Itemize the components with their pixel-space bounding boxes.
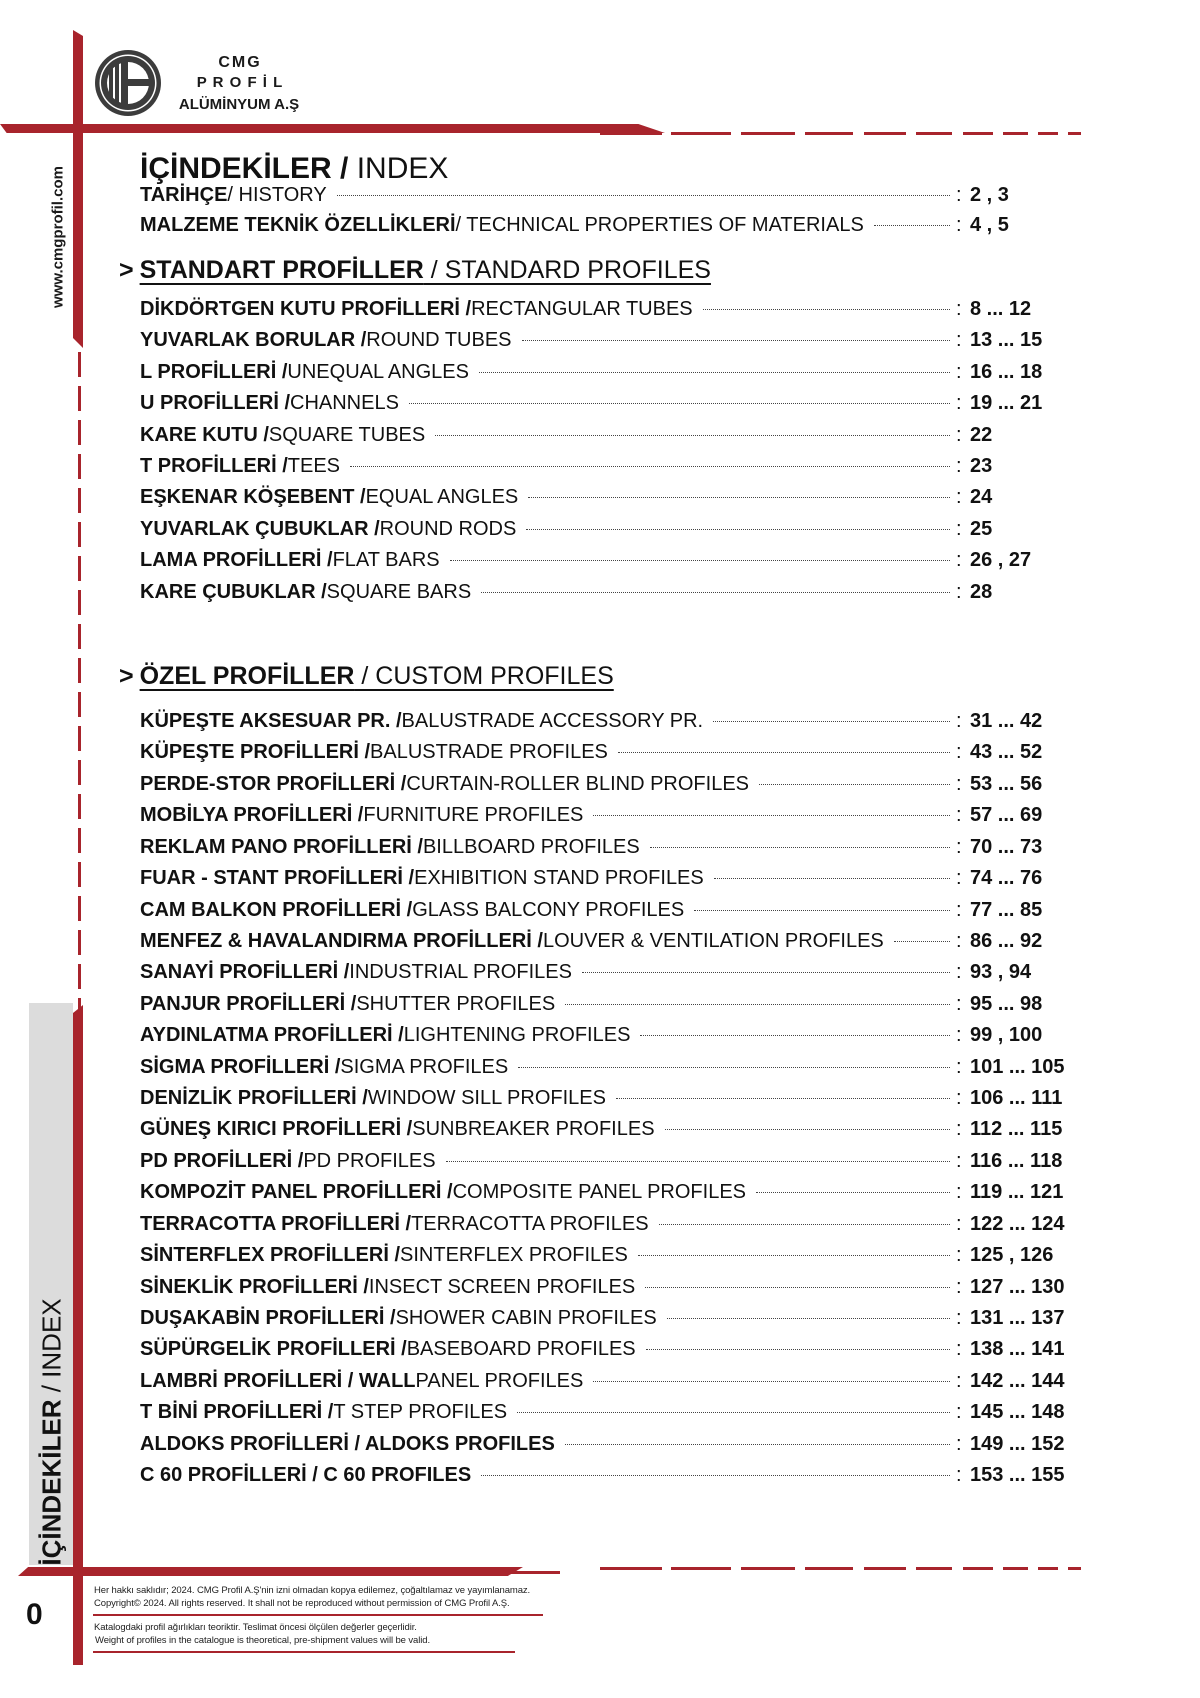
colon-separator: :	[956, 1055, 962, 1078]
toc-entry[interactable]	[140, 1244, 1070, 1274]
colon-separator: :	[956, 804, 962, 827]
section-heading[interactable]	[119, 662, 614, 691]
colon-separator: :	[956, 360, 962, 383]
toc-entry-pages: 93 , 94	[970, 961, 1032, 984]
toc-entry-tr: MOBİLYA PROFİLLERİ /	[140, 804, 364, 827]
toc-entry[interactable]	[140, 1433, 1070, 1463]
toc-entry[interactable]	[140, 741, 1070, 771]
toc-entry-pages: 57 ... 69	[970, 804, 1043, 827]
leader-dots	[659, 1224, 950, 1225]
toc-entry-pages: 153 ... 155	[970, 1464, 1065, 1487]
leader-dots	[518, 1067, 950, 1068]
toc-entry-pages: 31 ... 42	[970, 710, 1043, 732]
leader-dots	[350, 466, 950, 467]
toc-entry-pages: 119 ... 121	[970, 1181, 1064, 1204]
toc-entry-en: BASEBOARD PROFILES	[406, 1338, 636, 1361]
cmg-circle-logo-icon	[93, 48, 163, 118]
toc-entry-en: LIGHTENING PROFILES	[403, 1024, 631, 1047]
toc-entry-tr: PANJUR PROFİLLERİ /	[140, 992, 357, 1015]
toc-entry[interactable]	[140, 1213, 1070, 1243]
colon-separator: :	[956, 992, 962, 1015]
leader-dots	[618, 752, 950, 753]
toc-entry[interactable]	[140, 899, 1070, 929]
dash-segment	[864, 132, 906, 135]
toc-entry-en: SQUARE TUBES	[268, 423, 426, 446]
dash-segment	[671, 132, 731, 135]
side-index-en: INDEX	[36, 1298, 67, 1378]
toc-entry[interactable]	[140, 455, 1070, 485]
toc-entry-tr: T PROFİLLERİ /	[140, 455, 288, 477]
page-number: 0	[26, 1598, 43, 1631]
section-heading[interactable]	[119, 256, 711, 285]
frame-horizontal-bar-top	[0, 124, 665, 133]
brand-line-1: CMG	[218, 54, 262, 71]
leader-dots	[481, 592, 950, 593]
colon-separator: :	[956, 835, 962, 858]
toc-entry-en: FURNITURE PROFILES	[363, 804, 584, 827]
colon-separator: :	[956, 1212, 962, 1235]
toc-entry-tr: KÜPEŞTE AKSESUAR PR. /	[140, 710, 402, 732]
toc-entry[interactable]	[140, 773, 1070, 803]
toc-entry-tr: AYDINLATMA PROFİLLERİ /	[140, 1024, 404, 1047]
toc-entry-en: CHANNELS	[290, 392, 399, 415]
toc-entry-pages: 23	[970, 455, 993, 477]
leader-dots	[703, 309, 950, 310]
toc-entry[interactable]	[140, 1087, 1070, 1117]
toc-entry-tr: DENİZLİK PROFİLLERİ /	[140, 1087, 368, 1110]
page-title-tr: İÇİNDEKİLER /	[140, 152, 349, 185]
toc-entry-tr: LAMA PROFİLLERİ /	[140, 549, 333, 572]
toc-entry[interactable]	[140, 361, 1070, 391]
toc-entry-pages: 95 ... 98	[970, 992, 1043, 1015]
frame-vertical-bar-bottom	[73, 1005, 83, 1665]
toc-entry-en: T STEP PROFILES	[333, 1401, 508, 1424]
toc-entry[interactable]	[140, 867, 1070, 897]
toc-entry-pages: 99 , 100	[970, 1024, 1043, 1047]
colon-separator: :	[956, 1149, 962, 1172]
toc-entry-tr: KOMPOZİT PANEL PROFİLLERİ /	[140, 1181, 453, 1204]
dash-segment	[600, 1567, 662, 1570]
toc-entry-tr: DİKDÖRTGEN KUTU PROFİLLERİ /	[140, 298, 472, 320]
toc-entry-pages: 25	[970, 517, 993, 540]
toc-entry-en: BALUSTRADE ACCESSORY PR.	[401, 710, 704, 732]
toc-entry[interactable]	[140, 804, 1070, 834]
toc-entry-en: ROUND RODS	[379, 517, 517, 540]
toc-entry-pages: 127 ... 130	[970, 1275, 1065, 1298]
toc-entry-pages: 26 , 27	[970, 549, 1032, 572]
toc-entry[interactable]	[140, 549, 1070, 579]
toc-entry-pages: 116 ... 118	[970, 1149, 1063, 1172]
weight-note-tr: Katalogdaki profil ağırlıkları teoriktir. Teslimat öncesi ölçülen değerler geçerlidir.	[94, 1622, 417, 1633]
frame-vertical-bar-top	[73, 30, 83, 348]
chevron-right-icon: >	[119, 256, 134, 284]
toc-entry-pages: 53 ... 56	[970, 772, 1043, 795]
toc-entry-en: COMPOSITE PANEL PROFILES	[452, 1181, 747, 1204]
colon-separator: :	[956, 898, 962, 921]
leader-dots	[528, 497, 950, 498]
toc-entry[interactable]	[140, 214, 1070, 244]
brand-line-3: ALÜMİNYUM A.Ş	[178, 96, 300, 113]
toc-entry-en: SINTERFLEX PROFILES	[400, 1244, 628, 1267]
leader-dots	[713, 721, 950, 722]
toc-entry[interactable]	[140, 710, 1070, 740]
toc-entry[interactable]	[140, 329, 1070, 359]
toc-entry-pages: 101 ... 105	[970, 1055, 1065, 1078]
colon-separator: :	[956, 929, 962, 952]
toc-entry-tr: YUVARLAK BORULAR /	[140, 329, 367, 352]
page-title	[140, 152, 448, 186]
toc-entry-en: / HISTORY	[227, 184, 327, 206]
toc-entry-en: WINDOW SILL PROFILES	[367, 1087, 606, 1110]
colon-separator: :	[956, 486, 962, 509]
toc-entry[interactable]	[140, 836, 1070, 866]
toc-entry-en: PANEL PROFILES	[415, 1369, 584, 1392]
toc-entry-pages: 2 , 3	[970, 184, 1009, 206]
toc-entry[interactable]	[140, 1464, 1070, 1494]
toc-entry-tr: MALZEME TEKNİK ÖZELLİKLERİ	[140, 214, 456, 236]
toc-entry-tr: T BİNİ PROFİLLERİ /	[140, 1401, 334, 1424]
section-heading-tr: STANDART PROFİLLER	[139, 256, 424, 284]
colon-separator: :	[956, 710, 962, 732]
toc-entry-en: INSECT SCREEN PROFILES	[368, 1275, 636, 1298]
toc-entry[interactable]	[140, 1181, 1070, 1211]
leader-dots	[565, 1004, 950, 1005]
weight-note-en: Weight of profiles in the catalogue is theoretical, pre-shipment values will be valid.	[95, 1635, 430, 1646]
side-index-sep: /	[36, 1377, 67, 1400]
toc-entry-pages: 22	[970, 423, 993, 446]
side-index-tr: İÇİNDEKİLER	[36, 1399, 67, 1566]
toc-entry-en: TEES	[287, 455, 341, 477]
dash-segment	[1038, 132, 1058, 135]
section-heading-en: / CUSTOM PROFILES	[354, 662, 614, 690]
toc-entry[interactable]	[140, 424, 1070, 454]
section-heading-label	[140, 662, 614, 690]
toc-entry-pages: 86 ... 92	[970, 929, 1043, 952]
dash-segment	[1038, 1567, 1058, 1570]
toc-entry-tr: CAM BALKON PROFİLLERİ /	[140, 898, 413, 921]
toc-entry-tr: KARE KUTU /	[140, 423, 269, 446]
leader-dots	[638, 1255, 950, 1256]
colon-separator: :	[956, 867, 962, 890]
toc-entry[interactable]	[140, 392, 1070, 422]
toc-entry-tr: PERDE-STOR PROFİLLERİ /	[140, 772, 407, 795]
toc-entry-tr: FUAR - STANT PROFİLLERİ /	[140, 867, 415, 890]
toc-entry-pages: 4 , 5	[970, 214, 1009, 236]
colon-separator: :	[956, 1306, 962, 1329]
section-heading-tr: ÖZEL PROFİLLER	[139, 662, 355, 690]
dash-segment	[1068, 1567, 1081, 1570]
leader-dots	[756, 1192, 950, 1193]
colon-separator: :	[956, 1181, 962, 1204]
section-heading-label	[140, 256, 711, 284]
toc-entry-en: SIGMA PROFILES	[340, 1055, 509, 1078]
toc-entry-tr: GÜNEŞ KIRICI PROFİLLERİ /	[140, 1118, 413, 1141]
toc-entry-pages: 24	[970, 486, 993, 509]
toc-entry[interactable]	[140, 1024, 1070, 1054]
leader-dots	[894, 941, 950, 942]
toc-entry-tr: SİGMA PROFİLLERİ /	[140, 1055, 341, 1078]
toc-entry-en: PD PROFILES	[303, 1149, 436, 1172]
toc-entry-en: SUNBREAKER PROFILES	[412, 1118, 655, 1141]
toc-entry-tr: KARE ÇUBUKLAR /	[140, 580, 327, 603]
toc-entry-pages: 112 ... 115	[970, 1118, 1063, 1141]
toc-entry-pages: 142 ... 144	[970, 1369, 1065, 1392]
toc-entry-en: TERRACOTTA PROFILES	[411, 1212, 649, 1235]
toc-entry-tr: KÜPEŞTE PROFİLLERİ /	[140, 741, 371, 764]
toc-entry-en: BILLBOARD PROFILES	[422, 835, 640, 858]
toc-entry-tr: DUŞAKABİN PROFİLLERİ /	[140, 1306, 396, 1329]
leader-dots	[640, 1035, 950, 1036]
toc-entry-en: CURTAIN-ROLLER BLIND PROFILES	[406, 772, 749, 795]
toc-entry-pages: 149 ... 152	[970, 1432, 1065, 1455]
toc-entry-pages: 28	[970, 580, 993, 603]
toc-entry[interactable]	[140, 518, 1070, 548]
brand-line-2: P R O F İ L	[196, 74, 284, 91]
toc-entry-tr: C 60 PROFİLLERİ / C 60 PROFILES	[140, 1464, 472, 1487]
leader-dots	[616, 1098, 950, 1099]
dash-segment	[600, 132, 662, 135]
toc-entry-tr: U PROFİLLERİ /	[140, 392, 290, 415]
frame-horizontal-bar-bottom	[18, 1567, 523, 1576]
colon-separator: :	[956, 214, 962, 236]
toc-entry[interactable]	[140, 1401, 1070, 1431]
toc-entry-pages: 70 ... 73	[970, 835, 1043, 858]
colon-separator: :	[956, 1244, 962, 1267]
colon-separator: :	[956, 184, 962, 206]
toc-entry[interactable]	[140, 961, 1070, 991]
leader-dots	[593, 815, 950, 816]
leader-dots	[593, 1381, 950, 1382]
section-heading-en: / STANDARD PROFILES	[423, 256, 711, 284]
toc-entry-en: FLAT BARS	[332, 549, 440, 572]
toc-entry[interactable]	[140, 184, 1070, 214]
side-index-label	[37, 1298, 68, 1565]
leader-dots	[481, 1475, 950, 1476]
toc-entry-tr: SİNEKLİK PROFİLLERİ /	[140, 1275, 369, 1298]
leader-dots	[446, 1161, 950, 1162]
page-title-en: INDEX	[348, 152, 449, 185]
colon-separator: :	[956, 741, 962, 764]
toc-entry-en: SQUARE BARS	[326, 580, 472, 603]
dash-segment	[1003, 1567, 1028, 1570]
dash-segment	[805, 132, 853, 135]
toc-entry-pages: 77 ... 85	[970, 898, 1043, 921]
dash-segment	[963, 1567, 993, 1570]
toc-entry[interactable]	[140, 993, 1070, 1023]
leader-dots	[646, 1349, 950, 1350]
colon-separator: :	[956, 1087, 962, 1110]
leader-dots	[645, 1287, 950, 1288]
chevron-right-icon: >	[119, 662, 134, 690]
toc-entry-pages: 19 ... 21	[970, 392, 1043, 415]
leader-dots	[665, 1129, 950, 1130]
leader-dots	[582, 972, 950, 973]
toc-entry-en: LOUVER & VENTILATION PROFILES	[542, 929, 884, 952]
toc-entry-tr: PD PROFİLLERİ /	[140, 1149, 304, 1172]
toc-entry-en: EQUAL ANGLES	[365, 486, 519, 509]
toc-entry-pages: 125 , 126	[970, 1244, 1054, 1267]
colon-separator: :	[956, 549, 962, 572]
colon-separator: :	[956, 329, 962, 352]
dash-segment	[1068, 132, 1081, 135]
copyright-en: Copyright© 2024. All rights reserved. It shall not be reproduced without permission of CMG Profil A.Ş.	[94, 1598, 510, 1609]
toc-entry-pages: 13 ... 15	[970, 329, 1043, 352]
dash-segment	[864, 1567, 906, 1570]
leader-dots	[667, 1318, 950, 1319]
toc-entry-pages: 122 ... 124	[970, 1212, 1065, 1235]
dash-segment	[916, 132, 952, 135]
toc-entry-pages: 145 ... 148	[970, 1401, 1065, 1424]
colon-separator: :	[956, 1432, 962, 1455]
toc-entry[interactable]	[140, 1276, 1070, 1306]
footer-divider-1	[93, 1614, 543, 1616]
toc-entry[interactable]	[140, 1307, 1070, 1337]
leader-dots	[759, 784, 950, 785]
toc-entry[interactable]	[140, 930, 1070, 960]
colon-separator: :	[956, 1338, 962, 1361]
toc-entry-tr: REKLAM PANO PROFİLLERİ /	[140, 835, 423, 858]
colon-separator: :	[956, 1118, 962, 1141]
frame-vertical-dashed-line	[78, 352, 81, 1010]
toc-entry-tr: LAMBRİ PROFİLLERİ / WALL	[140, 1369, 416, 1392]
toc-entry-en: SHUTTER PROFILES	[356, 992, 556, 1015]
colon-separator: :	[956, 455, 962, 477]
toc-entry-en: INDUSTRIAL PROFILES	[349, 961, 572, 984]
frame-bottom-line	[500, 1571, 560, 1574]
toc-entry-pages: 74 ... 76	[970, 867, 1043, 890]
toc-entry-pages: 43 ... 52	[970, 741, 1043, 764]
copyright-tr: Her hakkı saklıdır; 2024. CMG Profil A.Ş'nin izni olmadan kopya edilemez, çoğaltılamaz ve yayımlanamaz.	[94, 1585, 531, 1596]
dash-segment	[963, 132, 993, 135]
leader-dots	[694, 910, 950, 911]
colon-separator: :	[956, 298, 962, 320]
toc-entry-tr: L PROFİLLERİ /	[140, 360, 288, 383]
toc-entry-en: SHOWER CABIN PROFILES	[395, 1306, 657, 1329]
toc-entry-pages: 16 ... 18	[970, 360, 1043, 383]
toc-entry-tr: ALDOKS PROFİLLERİ / ALDOKS PROFILES	[140, 1432, 555, 1455]
toc-entry[interactable]	[140, 1056, 1070, 1086]
toc-entry-tr: SÜPÜRGELİK PROFİLLERİ /	[140, 1338, 407, 1361]
colon-separator: :	[956, 1024, 962, 1047]
leader-dots	[874, 225, 950, 226]
toc-entry-tr: MENFEZ & HAVALANDIRMA PROFİLLERİ /	[140, 929, 543, 952]
toc-entry-en: BALUSTRADE PROFILES	[370, 741, 608, 764]
toc-entry[interactable]	[140, 1118, 1070, 1148]
website-url[interactable]: www.cmgprofil.com	[49, 166, 67, 308]
dash-segment	[1003, 132, 1028, 135]
toc-entry[interactable]	[140, 1338, 1070, 1368]
leader-dots	[714, 878, 950, 879]
toc-entry[interactable]	[140, 581, 1070, 611]
toc-entry-tr: YUVARLAK ÇUBUKLAR /	[140, 517, 380, 540]
toc-entry[interactable]	[140, 298, 1070, 328]
colon-separator: :	[956, 423, 962, 446]
dash-segment	[805, 1567, 853, 1570]
toc-entry-en: / TECHNICAL PROPERTIES OF MATERIALS	[455, 214, 864, 236]
toc-entry-en: GLASS BALCONY PROFILES	[412, 898, 685, 921]
leader-dots	[450, 560, 950, 561]
toc-entry-en: UNEQUAL ANGLES	[287, 360, 469, 383]
leader-dots	[526, 529, 950, 530]
toc-entry-en: EXHIBITION STAND PROFILES	[414, 867, 704, 890]
toc-entry[interactable]	[140, 1370, 1070, 1400]
dash-segment	[741, 1567, 795, 1570]
dash-segment	[916, 1567, 952, 1570]
toc-entry-pages: 131 ... 137	[970, 1306, 1065, 1329]
toc-entry-tr: SİNTERFLEX PROFİLLERİ /	[140, 1244, 401, 1267]
dash-segment	[671, 1567, 731, 1570]
toc-entry-tr: EŞKENAR KÖŞEBENT /	[140, 486, 366, 509]
toc-entry[interactable]	[140, 486, 1070, 516]
colon-separator: :	[956, 1464, 962, 1487]
colon-separator: :	[956, 1369, 962, 1392]
colon-separator: :	[956, 1401, 962, 1424]
toc-entry-en: RECTANGULAR TUBES	[471, 298, 693, 320]
toc-entry-tr: SANAYİ PROFİLLERİ /	[140, 961, 350, 984]
leader-dots	[517, 1412, 950, 1413]
toc-entry-tr: TARİHÇE	[140, 184, 228, 206]
toc-entry-pages: 138 ... 141	[970, 1338, 1065, 1361]
toc-entry-tr: TERRACOTTA PROFİLLERİ /	[140, 1212, 412, 1235]
leader-dots	[565, 1444, 950, 1445]
colon-separator: :	[956, 392, 962, 415]
toc-entry[interactable]	[140, 1150, 1070, 1180]
leader-dots	[479, 372, 950, 373]
colon-separator: :	[956, 961, 962, 984]
colon-separator: :	[956, 517, 962, 540]
colon-separator: :	[956, 580, 962, 603]
footer-divider-2	[93, 1651, 515, 1653]
leader-dots	[435, 435, 950, 436]
colon-separator: :	[956, 1275, 962, 1298]
leader-dots	[409, 403, 950, 404]
toc-entry-pages: 106 ... 111	[970, 1087, 1063, 1110]
toc-entry-en: ROUND TUBES	[366, 329, 512, 352]
toc-entry-pages: 8 ... 12	[970, 298, 1032, 320]
dash-segment	[741, 132, 795, 135]
leader-dots	[650, 847, 950, 848]
leader-dots	[337, 195, 950, 196]
leader-dots	[522, 340, 950, 341]
colon-separator: :	[956, 772, 962, 795]
